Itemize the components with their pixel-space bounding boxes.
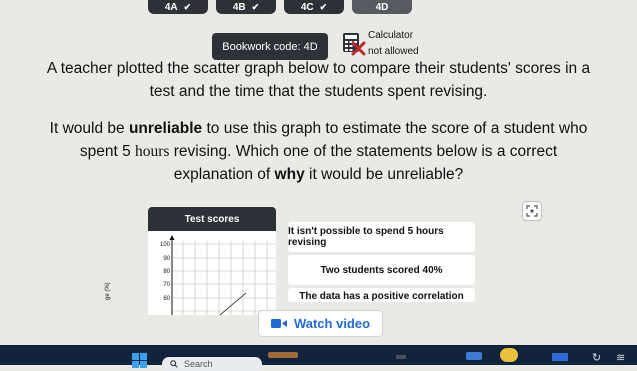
search-icon <box>170 360 178 368</box>
calculator-status <box>368 29 419 59</box>
statement-text: It would be <box>49 120 129 137</box>
check-icon: ✔ <box>319 1 328 12</box>
tab-label: 4A <box>164 1 178 13</box>
calculator-allowed: not allowed <box>368 46 419 57</box>
question-intro <box>0 57 637 103</box>
statement-emphasis: why <box>274 166 305 183</box>
y-axis-label: ge (%) <box>105 282 111 300</box>
tab-4c[interactable] <box>284 0 344 14</box>
taskbar-app-icon[interactable] <box>396 355 406 359</box>
taskbar <box>0 345 637 369</box>
expand-graph-button[interactable] <box>522 201 542 221</box>
statement-text: spent 5 <box>79 143 135 160</box>
check-icon: ✔ <box>183 1 192 12</box>
statement-line <box>0 117 637 140</box>
wifi-icon[interactable]: ≋ <box>616 352 626 364</box>
step-tabs <box>148 0 412 14</box>
windows-start-icon[interactable] <box>132 353 148 369</box>
taskbar-search[interactable] <box>162 357 262 371</box>
taskbar-app-icon[interactable] <box>466 352 482 360</box>
question-statement <box>0 117 637 186</box>
answer-option-2[interactable]: Two students scored 40% <box>288 255 475 285</box>
statement-line <box>0 140 637 163</box>
tab-label: 4B <box>232 1 246 13</box>
trend-line <box>220 293 246 315</box>
tab-4b[interactable] <box>216 0 276 14</box>
watch-video-label: Watch video <box>293 316 371 331</box>
scatter-graph <box>105 231 276 315</box>
watch-video-button[interactable] <box>258 310 383 337</box>
taskbar-app-icon[interactable] <box>268 352 298 358</box>
taskbar-app-icon[interactable] <box>552 353 568 361</box>
taskbar-tray-icon[interactable]: ↻ <box>592 352 602 364</box>
statement-text: explanation of <box>173 166 275 183</box>
y-axis-arrow <box>170 235 175 240</box>
check-icon: ✔ <box>251 1 260 12</box>
y-tick-label: 90 <box>163 256 170 262</box>
graph-title: Test scores <box>148 207 276 231</box>
tab-label: 4C <box>300 1 314 13</box>
tab-label: 4D <box>375 1 389 13</box>
y-tick-label: 80 <box>163 269 170 275</box>
question-line: test and the time that the students spent revising. <box>149 83 488 100</box>
video-camera-icon <box>271 318 287 329</box>
y-tick-label: 100 <box>159 242 170 248</box>
answer-option-1[interactable]: It isn't possible to spend 5 hours revising <box>288 222 475 252</box>
statement-hours: hours <box>135 143 170 160</box>
expand-icon <box>523 202 541 220</box>
statement-line <box>0 163 637 186</box>
question-line: A teacher plotted the scatter graph below to compare their students' scores in a <box>46 60 591 77</box>
tab-4a[interactable] <box>148 0 208 14</box>
search-label: Search <box>184 359 213 369</box>
calculator-label: Calculator <box>368 30 414 41</box>
tab-4d[interactable] <box>352 0 412 14</box>
bookwork-code: Bookwork code: 4D <box>212 33 328 60</box>
statement-text: revising. Which one of the statements below is a correct <box>169 143 558 160</box>
statement-emphasis: unreliable <box>128 120 203 137</box>
statement-text: it would be unreliable? <box>304 166 464 183</box>
graph-card <box>105 207 276 315</box>
answer-option-3[interactable]: The data has a positive correlation <box>288 288 475 302</box>
y-tick-label: 60 <box>163 296 170 302</box>
calculator-not-allowed-icon <box>341 31 365 55</box>
taskbar-app-icon[interactable] <box>500 348 518 362</box>
y-tick-label: 70 <box>163 282 170 288</box>
statement-text: to use this graph to estimate the score of a student who <box>202 120 588 137</box>
